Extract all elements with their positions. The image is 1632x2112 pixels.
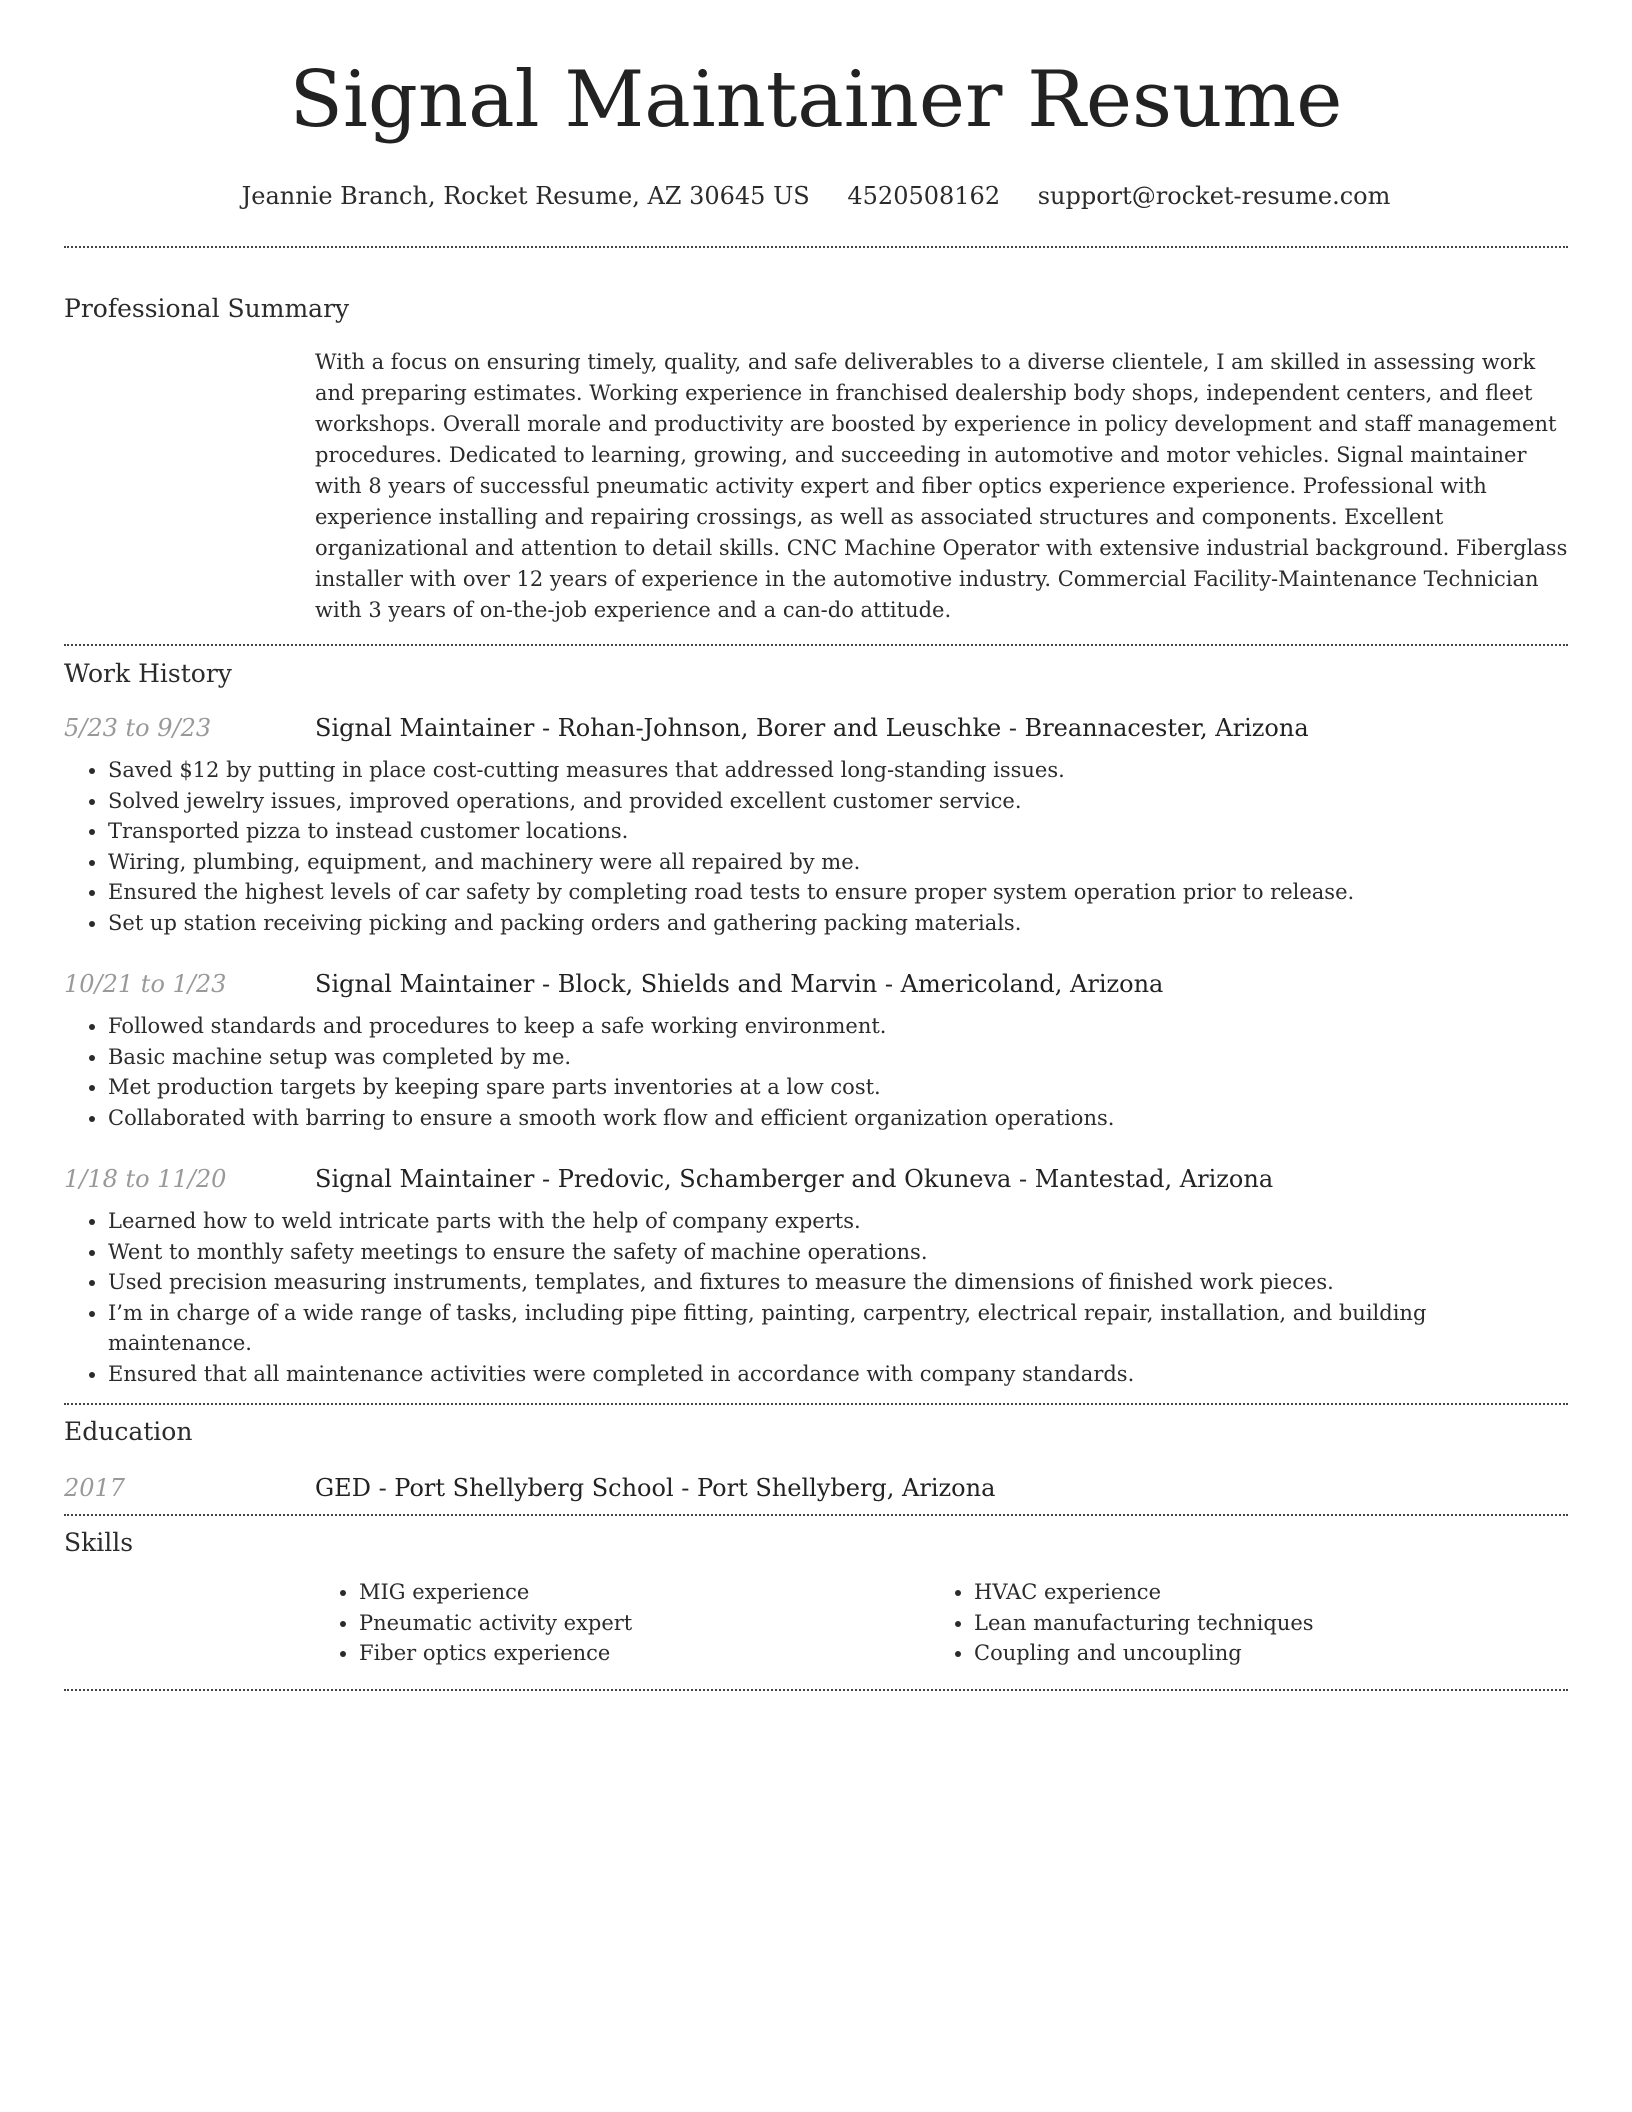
skill-item: • Fiber optics experience [359,1638,930,1669]
list-item: • Followed standards and procedures to keep a safe working environment. [108,1011,1568,1042]
job-details: - Predovic, Schamberger and Okuneva - Mantestad, Arizona [534,1165,1274,1193]
section-divider [64,644,1568,646]
job-details: - Rohan-Johnson, Borer and Leuschke - Breannacester, Arizona [534,714,1309,742]
job-title [315,1163,1273,1195]
job-role: Signal Maintainer [315,1165,535,1193]
contact-line [64,180,1568,212]
summary-text: With a focus on ensuring timely, quality, and safe deliverables to a diverse clientele, I am skilled in assessing work and preparing estimates. Working experience in franchised dealership body shops, independent centers, and fleet workshops. Overall morale and productivity are boosted by experience in policy development and staff management procedures. Dedicated to learning, growing, and succeeding in automotive and motor vehicles. Signal maintainer with 8 years of successful pneumatic activity expert and fiber optics experience experience. Professional with experience installing and repairing crossings, as well as associated structures and components. Excellent organizational and attention to detail skills. CNC Machine Operator with extensive industrial background. Fiberglass installer with over 12 years of experience in the automotive industry. Commercial Facility-Maintenance Technician with 3 years of on-the-job experience and a can-do attitude. [315,350,1568,622]
skills-grid [315,1577,1568,1669]
education-entry [64,1472,1568,1504]
job-dates: 10/21 to 1/23 [64,970,227,998]
list-item: • Transported pizza to instead customer locations. [108,816,1568,847]
list-item: • Wiring, plumbing, equipment, and machinery were all repaired by me. [108,847,1568,878]
list-item: • Ensured the highest levels of car safety by completing road tests to ensure proper system operation prior to release. [108,877,1568,908]
page-title: Signal Maintainer Resume [289,55,1343,145]
skills-column-left [315,1577,930,1669]
list-item: • Basic machine setup was completed by me. [108,1042,1568,1073]
job-bullets [64,1206,1568,1389]
list-item: • Set up station receiving picking and packing orders and gathering packing materials. [108,908,1568,939]
skills-list [315,1577,930,1669]
summary-heading: Professional Summary [64,294,350,323]
contact-email: support@rocket-resume.com [1037,182,1391,210]
skill-item: • Lean manufacturing techniques [974,1608,1545,1639]
skill-item: • MIG experience [359,1577,930,1608]
skill-item: • Coupling and uncoupling [974,1638,1545,1669]
list-item: • Ensured that all maintenance activities were completed in accordance with company standards. [108,1359,1568,1390]
job-bullets [64,1011,1568,1133]
section-divider [64,1514,1568,1516]
section-divider [64,1689,1568,1691]
job-entry [64,1163,1568,1389]
job-entry [64,968,1568,1133]
education-heading: Education [64,1417,193,1446]
list-item: • I’m in charge of a wide range of tasks, including pipe fitting, painting, carpentry, electrical repair, installation, and building maintenance. [108,1298,1568,1359]
skills-heading: Skills [64,1528,134,1557]
skill-item: • Pneumatic activity expert [359,1608,930,1639]
skill-item: • HVAC experience [974,1577,1545,1608]
job-dates: 1/18 to 11/20 [64,1165,227,1193]
skills-list [930,1577,1545,1669]
list-item: • Saved $12 by putting in place cost-cutting measures that addressed long-standing issues. [108,755,1568,786]
job-title [315,968,1163,1000]
job-role: Signal Maintainer [315,714,535,742]
section-divider [64,246,1568,248]
list-item: • Used precision measuring instruments, templates, and fixtures to measure the dimensions of finished work pieces. [108,1267,1568,1298]
job-details: - Block, Shields and Marvin - Americoland, Arizona [534,970,1164,998]
job-role: Signal Maintainer [315,970,535,998]
list-item: • Went to monthly safety meetings to ensure the safety of machine operations. [108,1237,1568,1268]
job-bullets [64,755,1568,938]
contact-phone: 4520508162 [847,182,1001,210]
education-details: GED - Port Shellyberg School - Port Shellyberg, Arizona [315,1474,996,1502]
work-history-heading: Work History [64,659,232,688]
list-item: • Met production targets by keeping spare parts inventories at a low cost. [108,1072,1568,1103]
section-divider [64,1403,1568,1405]
contact-address: Jeannie Branch, Rocket Resume, AZ 30645 US [241,182,810,210]
list-item: • Solved jewelry issues, improved operations, and provided excellent customer service. [108,786,1568,817]
skills-column-right [930,1577,1545,1669]
job-dates: 5/23 to 9/23 [64,714,212,742]
job-entry [64,712,1568,938]
list-item: • Collaborated with barring to ensure a smooth work flow and efficient organization operations. [108,1103,1568,1134]
list-item: • Learned how to weld intricate parts with the help of company experts. [108,1206,1568,1237]
job-title [315,712,1309,744]
education-year: 2017 [64,1474,126,1502]
